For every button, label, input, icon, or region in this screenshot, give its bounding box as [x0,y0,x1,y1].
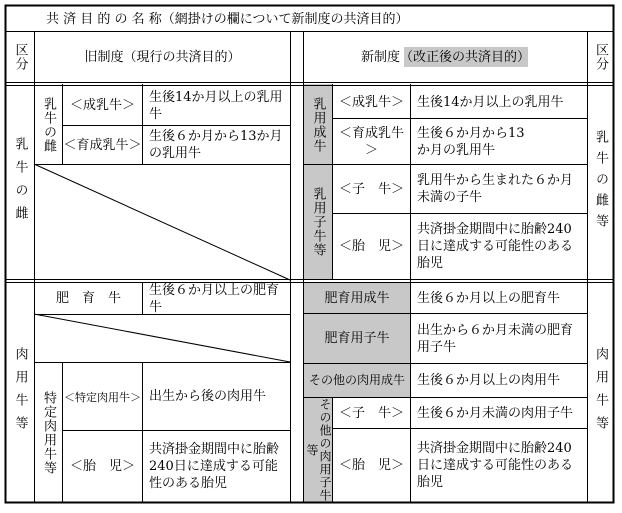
new-young-dairy-desc: 生後６か月から13か月の乳用牛 [417,125,525,158]
header-kubun-left [6,32,34,82]
new-dairy-calf-group [304,165,332,279]
new-adult-dairy-desc: 生後14か月以上の乳用牛 [417,94,564,110]
new-other-beef-adult-label: その他の肉用成牛 [308,373,405,387]
new-beef-fetus-label: ＜胎 児＞ [338,458,404,473]
old-fetus-label: ＜胎 児＞ [69,459,135,474]
new-fattening-adult-label: 肥育用成牛 [324,290,390,306]
new-fetus-label: ＜胎 児＞ [338,239,404,254]
table-title: 共 済 目 的 の 名 称（網掛けの欄について新制度の共済目的） [46,11,409,27]
old-young-dairy-desc: 生後６か月から13か月の乳用牛 [149,129,283,161]
new-fattening-calf-desc: 出生から６か月未満の肥育用子牛 [417,322,574,355]
old-fattening-label: 肥 育 牛 [55,291,121,306]
left-beef-group [6,283,34,502]
new-beef-fetus-desc: 共済掛金期間中に胎齢240日に達成する可能性のある胎児 [417,441,574,490]
new-calf-label: ＜子 牛＞ [338,181,404,197]
old-dairy-sub [35,86,62,164]
right-beef-group [588,283,613,502]
new-fetus-desc: 共済掛金期間中に胎齢240日に達成する可能性のある胎児 [417,222,574,271]
old-adult-dairy-desc: 生後14か月以上の乳用牛 [149,89,283,122]
old-adult-dairy-label: ＜成乳牛＞ [69,98,135,113]
new-other-beef-adult-desc: 生後６か月以上の肉用牛 [417,373,561,388]
new-adult-dairy-label: ＜成乳牛＞ [338,94,404,110]
old-dairy-sub-text: 乳牛の雌 [41,97,56,153]
header-kubun-left-text: 区分 [12,43,28,71]
left-beef-group-text: 肉用牛等 [12,346,28,439]
header-kubun-right-text: 区分 [593,43,608,71]
new-beef-calf-desc: 生後６か月未満の肉用子牛 [417,405,574,421]
old-specific-beef-group [35,363,62,502]
new-other-beef-calf-group-text: その他の肉用子牛等 [305,398,332,502]
old-specific-beef-group-text: 特定肉用牛等 [41,390,56,475]
header-new-system [304,32,587,82]
new-calf-desc: 乳用牛から生まれた６か月未満の子牛 [417,173,574,205]
new-other-beef-calf-group [304,398,332,502]
old-specific-beef-label: ＜特定肉用牛＞ [64,390,141,404]
old-young-dairy-label: ＜育成乳牛＞ [63,137,142,153]
new-dairy-adult-group [304,86,332,164]
left-dairy-group-text: 乳牛の雌 [12,136,28,229]
new-fattening-adult-desc: 生後６か月以上の肥育牛 [417,290,561,306]
old-fattening-desc: 生後６か月以上の肥育牛 [149,282,280,315]
new-beef-calf-label: ＜子 牛＞ [338,405,404,421]
new-fattening-calf-label: 肥育用子牛 [324,331,390,346]
new-dairy-adult-group-text: 乳用成牛 [310,97,326,153]
header-kubun-right [588,32,613,82]
header-new-system-highlight: （改正後の共済目的） [400,49,531,65]
left-dairy-group [6,86,34,279]
old-specific-beef-desc: 出生から後の肉用牛 [149,389,267,404]
header-old-system: 旧制度（現行の共済目的） [84,49,241,65]
right-dairy-group-text: 乳牛の雌等 [593,130,608,235]
new-young-dairy-label: ＜育成乳牛＞ [338,125,404,158]
right-beef-group-text: 肉用牛等 [593,346,608,439]
header-new-system-prefix: 新制度 [360,49,400,65]
right-dairy-group [588,86,613,279]
old-fetus-desc: 共済掛金期間中に胎齢240日に達成する可能性のある胎児 [149,442,280,491]
new-dairy-calf-group-text: 乳用子牛等 [310,187,326,257]
